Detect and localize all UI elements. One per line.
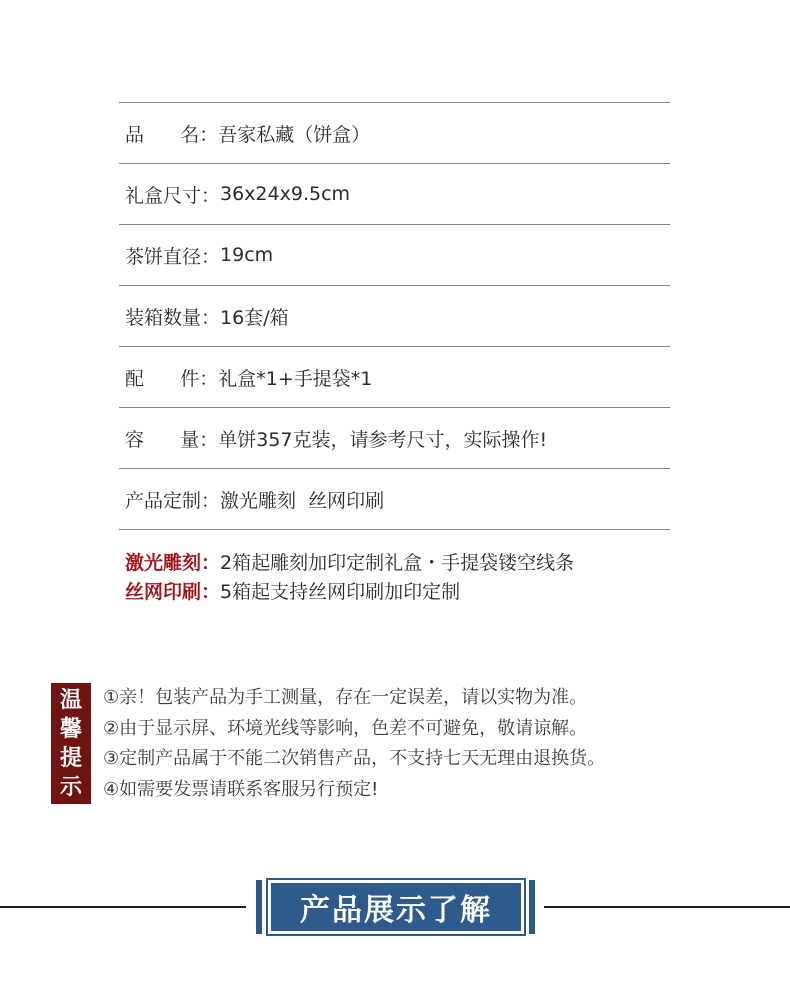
spec-label: 礼盒尺寸： xyxy=(125,184,221,207)
spec-row-name xyxy=(119,102,670,163)
spec-value: 激光雕刻 丝网印刷 xyxy=(220,489,385,512)
note-screen-printing xyxy=(125,578,574,607)
spec-label: 装箱数量： xyxy=(125,306,221,329)
spec-label: 容 量： xyxy=(125,428,219,451)
title-divider-right xyxy=(544,906,790,908)
spec-label: 产品定制： xyxy=(125,489,221,512)
spec-value: 单饼357克装，请参考尺寸，实际操作! xyxy=(218,428,548,451)
tip-item: ③定制产品属于不能二次销售产品，不支持七天无理由退换货。 xyxy=(103,748,606,769)
warm-tips-badge xyxy=(51,683,91,804)
spec-label: 配 件： xyxy=(125,367,219,390)
spec-row-packing-qty xyxy=(119,285,670,346)
spec-label: 茶饼直径： xyxy=(125,245,221,268)
note-key: 激光雕刻： xyxy=(125,552,221,574)
spec-value: 36x24x9.5cm xyxy=(220,183,351,205)
spec-value: 16套/箱 xyxy=(220,306,289,329)
note-laser-engraving xyxy=(125,549,574,578)
note-text: 2箱起雕刻加印定制礼盒・手提袋镂空线条 xyxy=(220,552,575,574)
warm-tips-list xyxy=(103,683,605,805)
spec-table xyxy=(119,102,670,530)
spec-value: 吾家私藏（饼盒） xyxy=(218,123,371,146)
badge-char: 示 xyxy=(59,774,82,800)
customization-notes xyxy=(125,549,574,607)
spec-value: 礼盒*1+手提袋*1 xyxy=(218,367,373,390)
tip-item: ①亲！包装产品为手工测量，存在一定误差，请以实物为准。 xyxy=(103,687,588,708)
spec-row-customization xyxy=(119,468,670,530)
spec-row-box-size xyxy=(119,163,670,224)
spec-row-capacity xyxy=(119,407,670,468)
badge-char: 馨 xyxy=(59,716,82,742)
title-accent-left xyxy=(256,880,262,934)
note-key: 丝网印刷： xyxy=(125,581,221,603)
note-text: 5箱起支持丝网印刷加印定制 xyxy=(220,581,461,603)
spec-label: 品 名： xyxy=(125,123,219,146)
spec-row-cake-diameter xyxy=(119,224,670,285)
tip-item: ②由于显示屏、环境光线等影响，色差不可避免，敬请谅解。 xyxy=(103,717,588,739)
title-accent-right xyxy=(529,880,535,934)
title-divider-left xyxy=(0,906,246,908)
badge-char: 提 xyxy=(59,745,82,771)
badge-char: 温 xyxy=(59,687,82,713)
spec-value: 19cm xyxy=(220,244,274,266)
spec-row-accessories xyxy=(119,346,670,407)
section-title: 产品展示了解 xyxy=(268,880,524,934)
tip-item: ④如需要发票请联系客服另行预定! xyxy=(103,778,379,800)
